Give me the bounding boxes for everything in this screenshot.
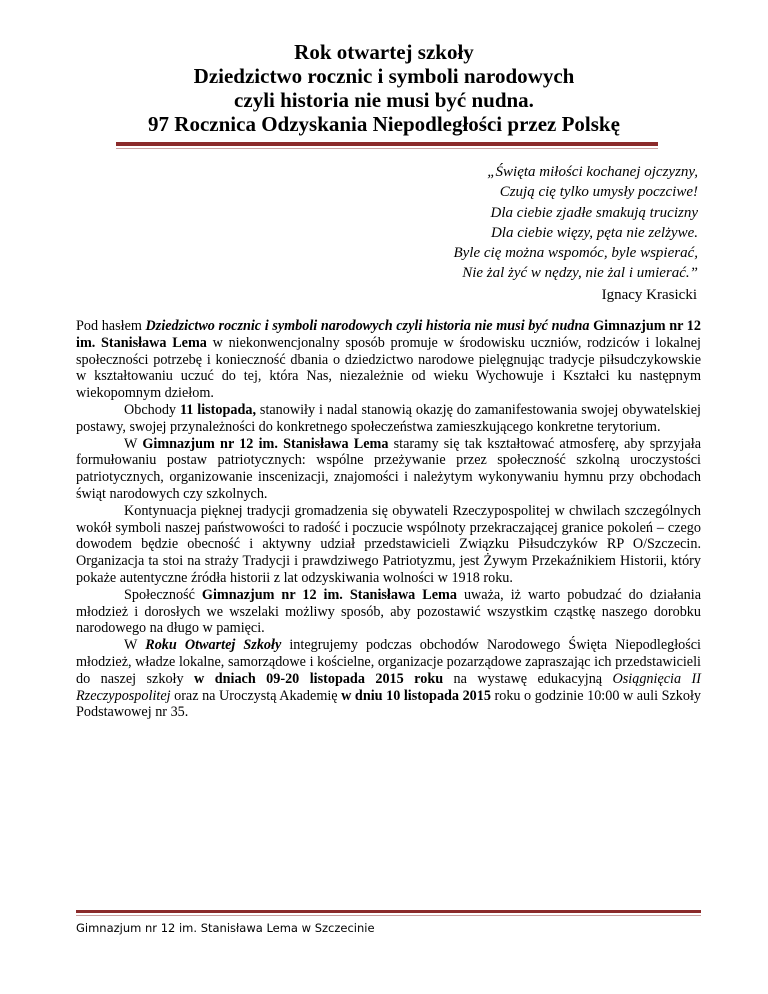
text-run: w niekonwencjonalny sposób promuje w środowisku uczniów, rodziców i lokalnej społeczności potrzebę i konieczność dbania o dziedzictwo narodowe pielęgnując tradycje piłsudczykowskie w kształtowaniu uczuć do tej, która Nas, niezależnie od wieku Wychowuje i Kształci ku następnym wiekopomnym dziełom. bbox=[76, 334, 701, 402]
paragraph-4 bbox=[76, 503, 701, 587]
text-run: staramy się tak kształtować atmosferę, aby sprzyjała formułowaniu postaw patriotycznych: wspólne przeżywanie przez społeczność szkolną uroczystości patriotycznych, organizowanie inscenizacji, znajomości i należytym wykonywaniu hymnu przy obchodach świąt narodowych czy szkolnych. bbox=[76, 435, 701, 502]
title-line-2: Dziedzictwo rocznic i symboli narodowych bbox=[193, 64, 575, 88]
text-run-italic: Osiągnięcia II Rzeczypospolitej bbox=[76, 670, 701, 704]
poem-line: Byle cię można wspomóc, byle wspierać, bbox=[453, 245, 698, 262]
document-title bbox=[60, 40, 708, 136]
text-run: uważa, iż warto pobudzać do działania młodzież i dorosłych we wszelaki możliwy sposób, aby pozostawić wszystkim cząstkę naszego dorobku narodowego na długo w pamięci. bbox=[76, 586, 701, 637]
text-run: integrujemy podczas obchodów Narodowego Święta Niepodległości młodzież, władze lokalne, samorządowe i kościelne, organizacje pozarządowe zapraszając ich przedstawicieli do naszej szkoły bbox=[76, 637, 701, 687]
text-run: Obchody bbox=[124, 401, 180, 418]
text-run-bold: w dniach 09-20 listopada 2015 roku bbox=[194, 670, 444, 687]
poem-line: „Święta miłości kochanej ojczyzny, bbox=[487, 164, 698, 180]
text-run: Kontynuacja pięknej tradycji gromadzenia się obywateli Rzeczypospolitej w chwilach szczególnych wokół symboli naszej państwowości to radość i poczucie wspólnoty przekraczającej granice pokoleń – czego dowodem będzie obecność i aktywny udział przedstawicieli Związku Piłsudczyków RP O/Szczecin. Organizacja ta stoi na straży Tradycji i prawdziwego Patriotyzmu, jest Żywym Przekaźnikiem Historii, który pokaże autentyczne źródła historii z lat odzyskiwania wolności w 1918 roku. bbox=[76, 502, 701, 586]
title-line-1: Rok otwartej szkoły bbox=[294, 40, 474, 64]
text-run-bold-italic: Roku Otwartej Szkoły bbox=[145, 637, 282, 654]
title-divider bbox=[116, 142, 658, 146]
title-line-4: 97 Rocznica Odzyskania Niepodległości przez Polskę bbox=[148, 112, 620, 136]
body-text bbox=[76, 318, 701, 721]
paragraph-5 bbox=[76, 587, 701, 637]
text-run: roku o godzinie 10:00 w auli Szkoły Podstawowej nr 35. bbox=[76, 687, 701, 721]
text-run: na wystawę edukacyjną bbox=[443, 670, 613, 687]
footer-divider-thin bbox=[76, 915, 701, 916]
text-run-bold: 11 listopada, bbox=[179, 401, 256, 418]
paragraph-6 bbox=[76, 637, 701, 721]
text-run: Pod hasłem bbox=[76, 318, 146, 334]
title-divider-thin bbox=[116, 148, 658, 149]
text-run: W bbox=[124, 637, 146, 654]
paragraph-2 bbox=[76, 402, 701, 436]
text-run-bold-italic: Dziedzictwo rocznic i symboli narodowych czyli historia nie musi być nudna bbox=[145, 318, 590, 334]
poem-line: Dla ciebie więzy, pęta nie zelżywe. bbox=[490, 224, 698, 241]
page-footer: Gimnazjum nr 12 im. Stanisława Lema w Szczecinie bbox=[76, 921, 375, 935]
paragraph-1 bbox=[76, 318, 701, 402]
text-run: Społeczność bbox=[124, 586, 202, 603]
poem-line: Dla ciebie zjadłe smakują trucizny bbox=[490, 204, 698, 221]
title-line-3: czyli historia nie musi być nudna. bbox=[234, 88, 534, 112]
poem-line: Czują cię tylko umysły poczciwe! bbox=[499, 184, 698, 201]
text-run-bold: Gimnazjum nr 12 im. Stanisława Lema bbox=[201, 586, 457, 603]
text-run: W bbox=[124, 435, 143, 452]
poem-line: Nie żal żyć w nędzy, nie żal i umierać.” bbox=[462, 265, 698, 282]
text-run: oraz na Uroczystą Akademię bbox=[170, 687, 342, 704]
text-run: stanowiły i nadal stanowią okazję do zamanifestowania swojej obywatelskiej postawy, swojej przynależności do konkretnego społeczeństwa zamieszkującego konkretne terytorium. bbox=[76, 401, 701, 435]
paragraph-3 bbox=[76, 436, 701, 503]
text-run-bold: w dniu 10 listopada 2015 bbox=[341, 687, 491, 704]
text-run-bold: Gimnazjum nr 12 im. Stanisława Lema bbox=[142, 435, 389, 452]
footer-divider bbox=[76, 910, 701, 913]
poem-author: Ignacy Krasicki bbox=[601, 287, 697, 303]
poem-quote bbox=[453, 162, 698, 284]
text-run-bold: Gimnazjum nr 12 im. Stanisława Lema bbox=[76, 318, 701, 351]
